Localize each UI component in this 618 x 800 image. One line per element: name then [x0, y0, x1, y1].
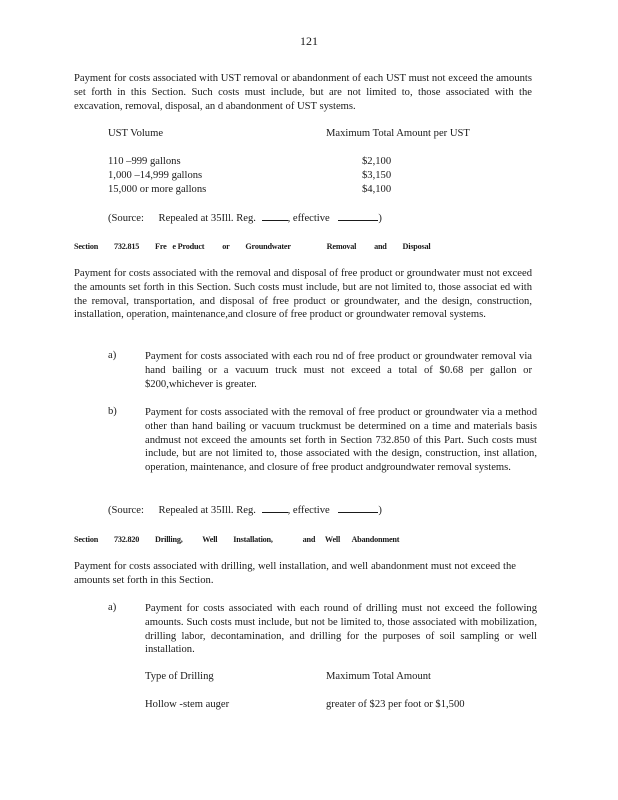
paragraph-drilling: Payment for costs associated with drilling, well installation, and well abandonment must not exceed the amounts set forth in this Section.	[74, 561, 516, 586]
blank-line	[338, 211, 378, 221]
list-item-text: Payment for costs associated with each rou nd of free product or groundwater removal via hand bailing or a vacuum truck must not exceed a total of $0.68 per gallon or $200,whichever is greater.	[145, 351, 532, 390]
section-title-word: Abandonment	[351, 535, 400, 544]
section-title-word: Removal	[326, 242, 357, 251]
section-title-word: Installation,	[233, 535, 273, 544]
section-number: 732.820	[113, 535, 140, 544]
source-note	[108, 211, 382, 224]
source-prefix: (Source:	[108, 213, 144, 224]
source-close: )	[378, 213, 382, 224]
section-title-word: Fre	[155, 242, 167, 251]
blank-line	[338, 503, 378, 513]
list-marker: a)	[108, 350, 117, 361]
list-item-text: Payment for costs associated with the removal of free product or groundwater via a method other than hand bailing or vacuum truckmust be determined on a time and materials basis andmust not exceed the amounts set forth in Section 732.850 of this Part. Such costs must include, but are not limited to, those associated with the design, construction, inst allation, operation, maintenance, and closure of free product andgroundwater removal systems.	[145, 407, 537, 474]
ust-row-volume: 110 –999 gallons	[108, 156, 181, 167]
source-effective: , effective	[287, 505, 330, 516]
blank-line	[262, 503, 288, 513]
ust-row-volume: 1,000 –14,999 gallons	[108, 170, 203, 181]
ust-row-volume: 15,000 or more gallons	[108, 184, 207, 195]
section-heading-732-820	[74, 535, 413, 544]
section-title-word: Well	[202, 535, 218, 544]
ust-table-header-volume: UST Volume	[108, 128, 164, 139]
section-title-word: Well	[324, 535, 341, 544]
drill-table-header-type: Type of Drilling	[145, 671, 214, 682]
ust-row-amount: $3,150	[362, 170, 392, 181]
list-marker: a)	[108, 602, 117, 613]
list-item-text: Payment for costs associated with each round of drilling must not exceed the following amounts. Such costs must include, but not be limited to, those associated with mobilization, drilling labor, decontamination, and drilling for the purposes of soil sampling or well installation.	[145, 603, 537, 656]
source-effective: , effective	[287, 213, 330, 224]
section-title-word: and	[374, 242, 387, 251]
source-text: Repealed at 35Ill. Reg.	[158, 505, 256, 516]
section-label: Section	[74, 242, 99, 251]
section-title-word: and	[302, 535, 316, 544]
section-number: 732.815	[113, 242, 140, 251]
ust-table-header-amount: Maximum Total Amount per UST	[326, 128, 470, 139]
ust-row-amount: $2,100	[362, 156, 392, 167]
list-marker: b)	[108, 406, 117, 417]
section-title-word: Drilling,	[155, 535, 183, 544]
source-close: )	[378, 505, 382, 516]
section-label: Section	[74, 535, 99, 544]
paragraph-free-product: Payment for costs associated with the removal and disposal of free product or groundwater must not exceed the amounts set forth in this Section. Such costs must include, but are not limited to, those associat ed with the removal, transportation, and disposal of free product or groundwater, and the design, construction, installation, operation, maintenance,and closure of free product or groundwater removal systems.	[74, 268, 532, 321]
drill-row-amount: greater of $23 per foot or $1,500	[326, 699, 465, 710]
section-title-word: e Product	[172, 242, 205, 251]
page-number: 121	[300, 34, 318, 48]
drill-row-type: Hollow -stem auger	[145, 699, 230, 710]
blank-line	[262, 211, 288, 221]
section-heading-732-815	[74, 242, 445, 251]
section-title-word: Disposal	[402, 242, 431, 251]
source-note	[108, 503, 382, 516]
source-prefix: (Source:	[108, 505, 144, 516]
source-text: Repealed at 35Ill. Reg.	[158, 213, 256, 224]
section-title-word: Groundwater	[245, 242, 291, 251]
section-title-word: or	[222, 242, 230, 251]
ust-row-amount: $4,100	[362, 184, 392, 195]
drill-table-header-amount: Maximum Total Amount	[326, 671, 432, 682]
paragraph-ust-removal: Payment for costs associated with UST removal or abandonment of each UST must not exceed the amounts set forth in this Section. Such costs must include, but are not limited to, those associated with the excavation, removal, disposal, an d abandonment of UST systems.	[74, 73, 532, 112]
